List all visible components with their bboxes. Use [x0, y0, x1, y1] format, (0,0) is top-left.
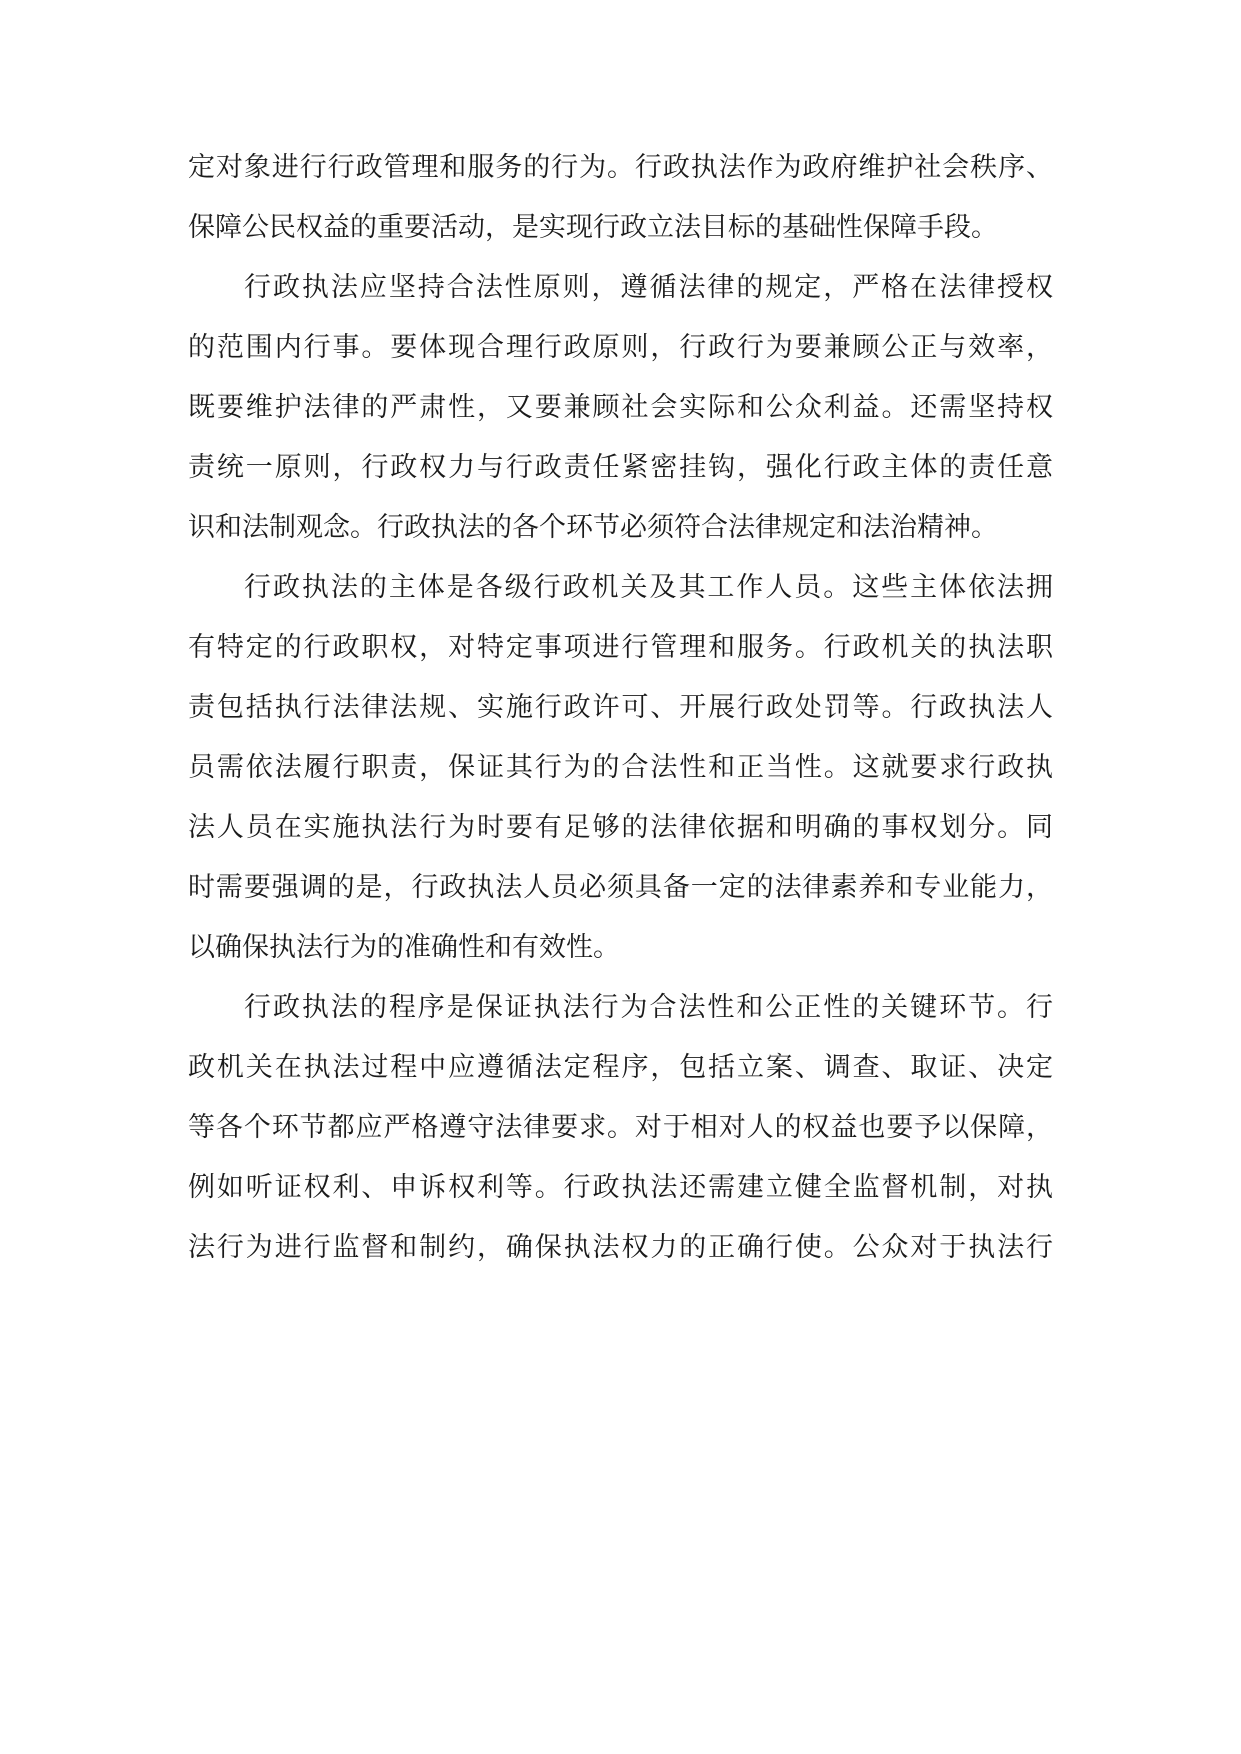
text-line: 责包括执行法律法规、实施行政许可、开展行政处罚等。行政执法人 [188, 692, 1053, 723]
text-line: 以确保执法行为的准确性和有效性。 [188, 932, 620, 963]
text-line: 行政执法的程序是保证执法行为合法性和公正性的关键环节。行 [244, 992, 1053, 1023]
text-line: 等各个环节都应严格遵守法律要求。对于相对人的权益也要予以保障， [188, 1112, 1053, 1143]
paragraph-2 [188, 258, 1053, 558]
text-line: 法行为进行监督和制约，确保执法权力的正确行使。公众对于执法行 [188, 1232, 1053, 1263]
text-line: 行政执法的主体是各级行政机关及其工作人员。这些主体依法拥 [244, 572, 1053, 603]
text-line: 的范围内行事。要体现合理行政原则，行政行为要兼顾公正与效率， [188, 332, 1053, 363]
text-line: 法人员在实施执法行为时要有足够的法律依据和明确的事权划分。同 [188, 812, 1053, 843]
text-line: 责统一原则，行政权力与行政责任紧密挂钩，强化行政主体的责任意 [188, 452, 1053, 483]
body-text [188, 138, 1053, 1278]
text-line: 政机关在执法过程中应遵循法定程序，包括立案、调查、取证、决定 [188, 1052, 1053, 1083]
paragraph-1 [188, 138, 1053, 258]
text-line: 员需依法履行职责，保证其行为的合法性和正当性。这就要求行政执 [188, 752, 1053, 783]
text-line: 既要维护法律的严肃性，又要兼顾社会实际和公众利益。还需坚持权 [188, 392, 1053, 423]
text-line: 例如听证权利、申诉权利等。行政执法还需建立健全监督机制，对执 [188, 1172, 1053, 1203]
text-line: 保障公民权益的重要活动，是实现行政立法目标的基础性保障手段。 [188, 212, 998, 243]
paragraph-3 [188, 558, 1053, 978]
text-line: 有特定的行政职权，对特定事项进行管理和服务。行政机关的执法职 [188, 632, 1053, 663]
text-line: 时需要强调的是，行政执法人员必须具备一定的法律素养和专业能力， [188, 872, 1053, 903]
text-line: 定对象进行行政管理和服务的行为。行政执法作为政府维护社会秩序、 [188, 152, 1053, 183]
text-line: 行政执法应坚持合法性原则，遵循法律的规定，严格在法律授权 [244, 272, 1053, 303]
text-line: 识和法制观念。行政执法的各个环节必须符合法律规定和法治精神。 [188, 512, 998, 543]
paragraph-4 [188, 978, 1053, 1278]
